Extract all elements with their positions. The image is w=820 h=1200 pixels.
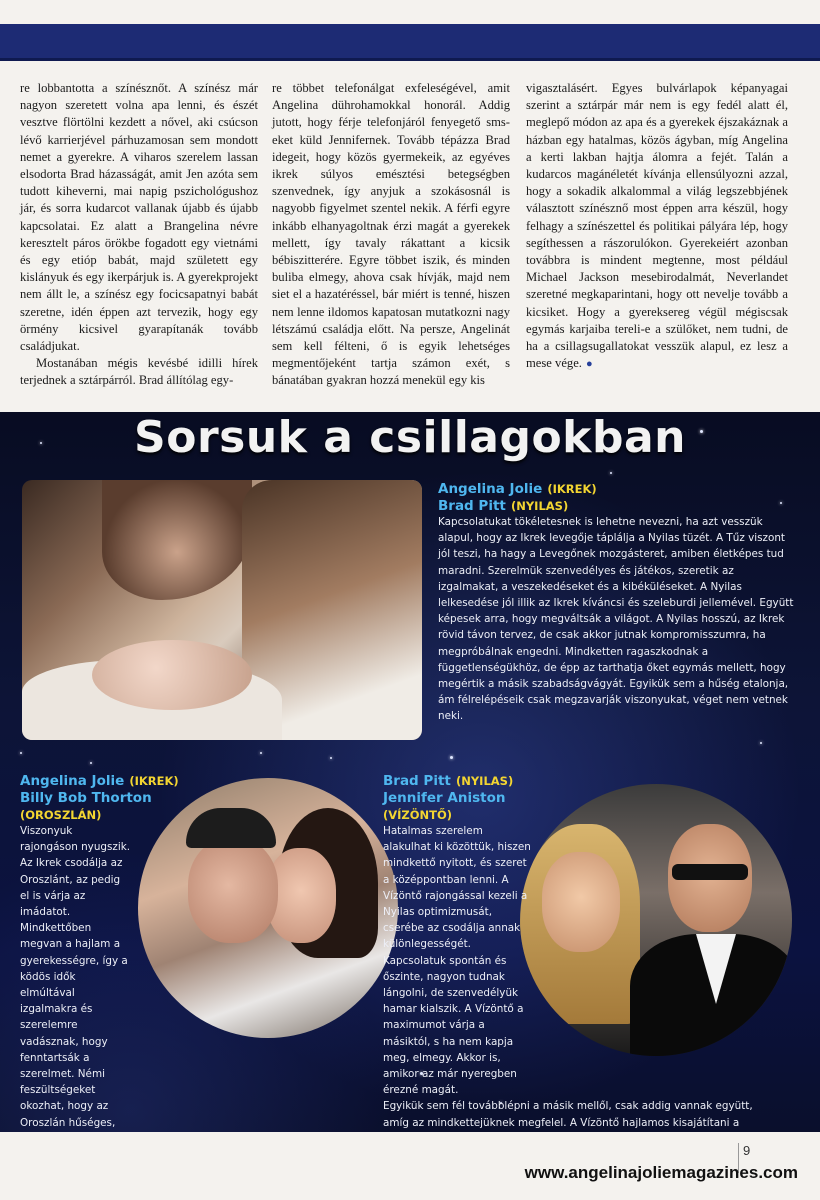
zodiac-sign: (NYILAS) bbox=[510, 499, 569, 513]
photo-figure bbox=[102, 480, 252, 600]
article-paragraph bbox=[526, 80, 788, 373]
star bbox=[330, 757, 332, 759]
star bbox=[760, 742, 762, 744]
star bbox=[610, 472, 612, 474]
box-names bbox=[438, 480, 796, 514]
horoscope-text: Egyikük sem fél továbblépni a másik mellől, csak addig vannak együtt, amíg az mindkettejüknek megfelel. A Vízöntő hajlamos kisajátítani a bbox=[383, 1100, 753, 1129]
person-name: Angelina Jolie bbox=[20, 773, 125, 789]
horoscope-box-jolie-thornton bbox=[20, 772, 390, 1132]
horoscope-text: Kapcsolatukat tökéletesnek is lehetne nevezni, ha azt vesszük alapul, hogy az Ikrek levegője táplálja a Nyilas tüzét. A Tűz viszont jól teszi, ha hagy a Levegőnek mozgásteret, amiben életképes tud maradni. Szerelmük szenvedélyes és játékos, szeretik az izgalmakat, a veszekedéseket és a kibéküléseket. A Nyilas lelkesedése jól illik az Ikrek kíváncsi és szeleburdi jellemével. Együtt képesek arra, hogy megváltsák a világot. A Nyilas hosszú, az Ikrek rövid távon tervez, de csak akkor jutnak kompromisszumra, ha megpróbálnak engedni. Mindketten ragaszkodnak a függetlenségükhöz, de épp az tarthatja őket egymás mellett, hogy megértik a másik szabadságvágyát. Egyikük sem a hűség etalonja, ám félrelépéseik csak megzavarják viszonyukat, véget nem vetnek neki. bbox=[438, 516, 794, 723]
zodiac-sign: (VÍZÖNTŐ) bbox=[383, 808, 453, 822]
article-paragraph: re lobbantotta a színésznőt. A színész már nagyon szeretett volna apa lenni, és észét vesztve flörtölni kezdett a nővel, aki csúcson lévő karrierjével párhuzamosan sem mondott nemet a gyerekre. A viharos szerelem lassan elsodorta Brad házasságát, amit Jen azóta sem tudott kiheverni, mai napig pszichológushoz jár, és sorra kudarcot vallanak újabb és újabb kapcsolatai. Ez alatt a Brangelina névre keresztelt páros örökbe fogadott egy vietnámi és egy etióp babát, majd született egy kislányuk és egy ikerpárjuk is. A gyerekprojekt nem állt le, a színész egy focicsapatnyi babát szeretne, idén éppen azt tervezik, hogy egy örmény kicsivel gyarapítanák tovább családjukat. bbox=[20, 81, 258, 354]
star bbox=[20, 752, 22, 754]
article-column-3 bbox=[526, 80, 788, 373]
article-column-2 bbox=[272, 80, 510, 390]
article-column-1 bbox=[20, 80, 258, 390]
end-mark: ● bbox=[585, 358, 593, 371]
photo-baby bbox=[92, 640, 252, 710]
zodiac-sign: (IKREK) bbox=[547, 482, 597, 496]
top-banner bbox=[0, 24, 820, 61]
star bbox=[450, 756, 453, 759]
article-paragraph: re többet telefonálgat exfeleségével, amit Angelina dührohamokkal honorál. Addig jutott, hogy férje telefonjáról fenyegető sms-eket küld Jennifernek. Tovább tépázza Brad idegeit, hogy közös gyermekeik, az egyéves ikrek súlyos emésztési betegségben szenvednek, így anyjuk a szokásosnál is nagyobb figyelmet szentel nekik. A férfi egyre inkább elhanyagoltnak érzi magát a gyerekek mellett, így tavaly rákattant a kicsik bébiszitterére. Egyre többet iszik, és minden buliba elmegy, ahova csak hívják, majd nem siet el a hazatéréssel, bár miért is tenné, hiszen nem lenne ildomos kapatosan mutatkozni nagy létszámú családja előtt. Na persze, Angelinát sem kell félteni, ő is egyik lehetséges megmentőjeként tartja számon exét, s bánatában gyakran hozzá menekül egy kis bbox=[272, 81, 510, 388]
zodiac-sign: (IKREK) bbox=[129, 774, 179, 788]
article-columns bbox=[0, 80, 820, 410]
horoscope-text: Viszonyuk rajongáson nyugszik. Az Ikrek csodálja az Oroszlánt, az pedig el is várja az imádatot. Mindkettőben megvan a hajlam a gyerekességre, így a ködös idők elmúltával izgalmakra és szerelemre vadásznak, hogy fenntartsák a szerelmet. Némi feszültségeket okozhat, hogy az Oroszlán hűséges, bbox=[20, 825, 131, 1129]
horoscope-box-pitt-aniston bbox=[383, 772, 803, 1132]
person-name: Angelina Jolie bbox=[438, 481, 543, 497]
person-name: Brad Pitt bbox=[438, 498, 506, 514]
website-url: www.angelinajoliemagazines.com bbox=[524, 1163, 798, 1182]
horoscope-text: Hatalmas szerelem alakulhat ki közöttük, hiszen mindkettő nyitott, és szeret a középpontban lenni. A Vízöntő rajongással kezeli a Nyilas optimizmusát, cserébe az csodálja annak különlegességét. Kapcsolatuk spontán és őszinte, nagyon tudnak lángolni, de szenvedélyük hamar kialszik. A Vízöntő a maximumot várja a másiktól, s ha nem kapja meg, elmegy. Akkor is, amikor az már nyeregben érezné magát. bbox=[383, 825, 531, 1097]
horoscope-feature bbox=[0, 412, 820, 1132]
article-paragraph: Mostanában mégis kevésbé idilli hírek terjednek a sztárpárról. Brad állítólag egy- bbox=[20, 356, 258, 388]
page-number: 9 bbox=[738, 1143, 763, 1173]
horoscope-box-jolie-pitt bbox=[438, 480, 796, 725]
person-name: Brad Pitt bbox=[383, 773, 451, 789]
zodiac-sign: (OROSZLÁN) bbox=[20, 808, 102, 822]
box-names bbox=[383, 772, 803, 823]
star bbox=[260, 752, 262, 754]
box-names bbox=[20, 772, 390, 823]
couple-baby-photo bbox=[22, 480, 422, 740]
feature-headline: Sorsuk a csillagokban bbox=[134, 412, 686, 463]
person-name: Billy Bob Thorton bbox=[20, 790, 152, 806]
article-text: vigasztalásért. Egyes bulvárlapok képanyagai szerint a sztárpár már nem is egy fedél alatt él, meglepő módon az apa és a gyerekek éjszakáznak a házban egy hatalmas, közös ágyban, míg Angelina a kerti lakban hajtja álomra a fejét. Talán a kudarcos magánéletét kívánja ellensúlyozni azzal, hogy a sokadik alkalommal a világ legszebbjének választott színésznő most éppen arra készül, hogy felhagy a színészettel és politikai pályára lép, hogy segíthessen a rászorulókon. Gyerekeiért azonban továbbra is mindent megtenne, most például Michael Jackson mesebirodalmát, Neverlandet szeretné megkaparintani, hogy ott nevelje tovább a kicsiket. Hogy a gyereksereg végül mégiscsak egymás karjaiba tereli-e a szülőket, nem tudni, de ha a csillagsugallatokat vesszük alapul, ez lesz a mese vége. bbox=[526, 81, 788, 371]
star bbox=[90, 762, 92, 764]
zodiac-sign: (NYILAS) bbox=[455, 774, 514, 788]
person-name: Jennifer Aniston bbox=[383, 790, 506, 806]
